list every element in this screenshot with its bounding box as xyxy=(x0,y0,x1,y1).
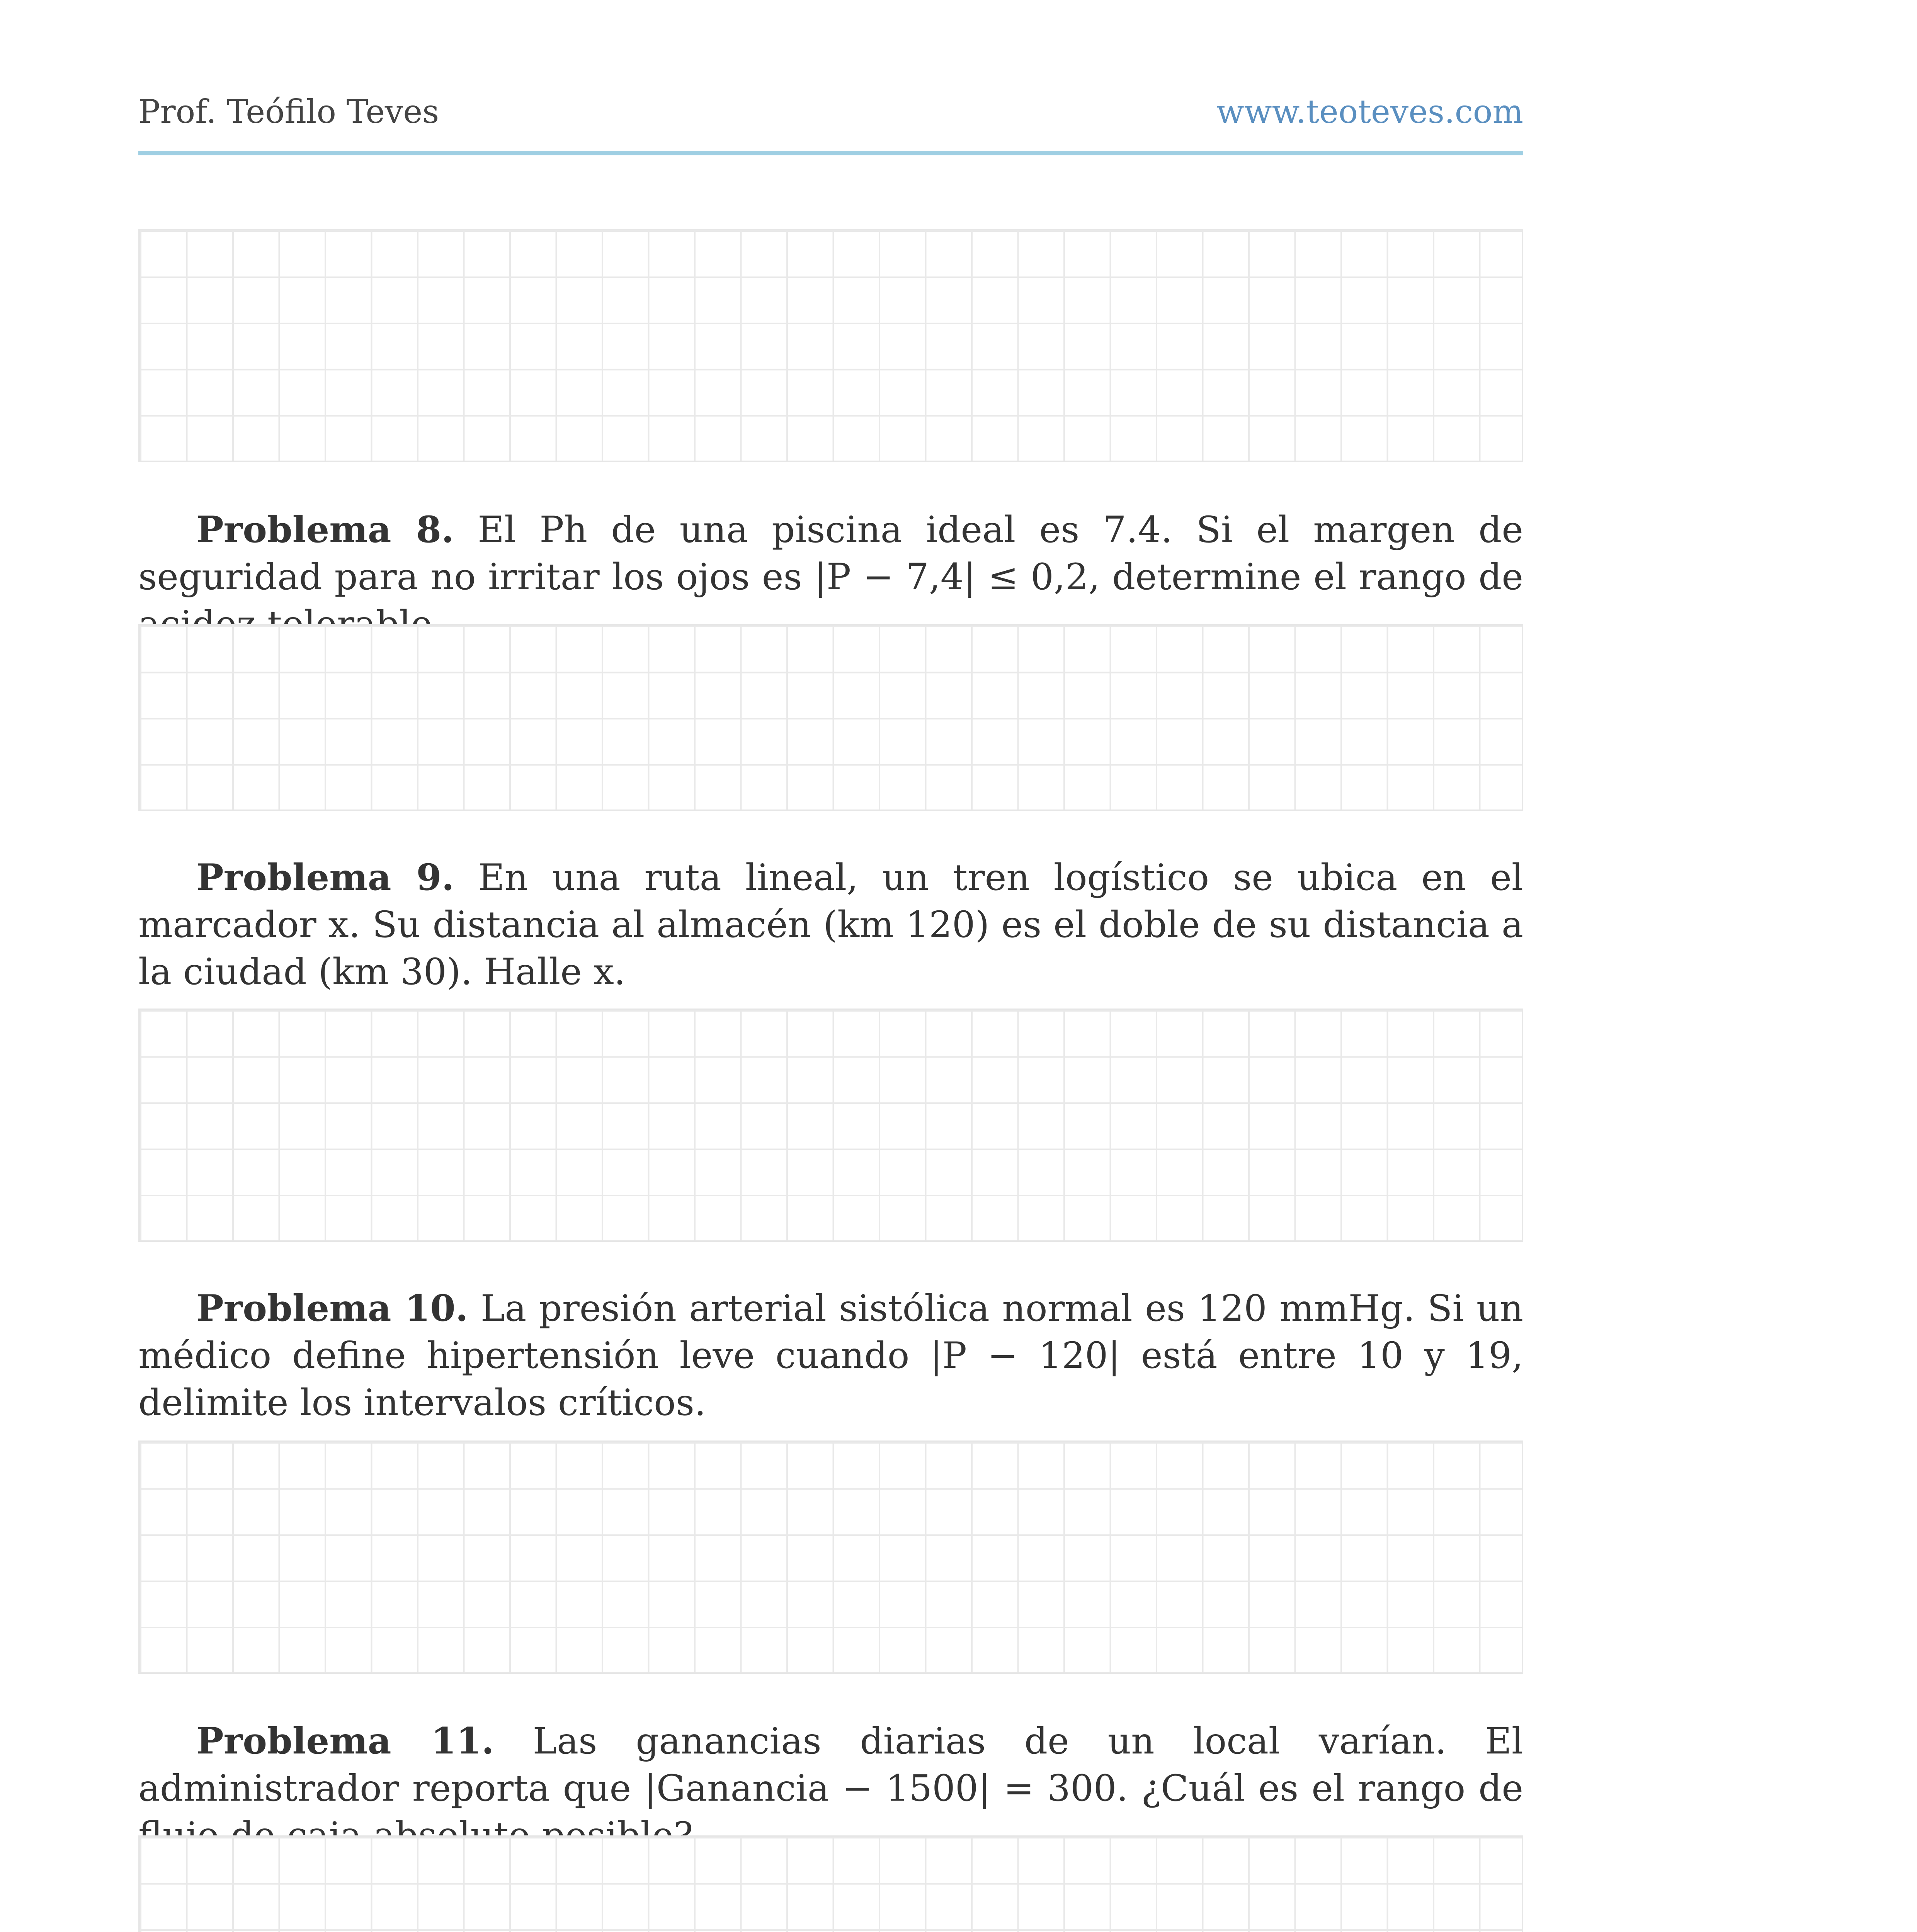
header-divider xyxy=(138,151,1523,155)
answer-grid-10 xyxy=(138,1440,1523,1674)
page-header xyxy=(138,93,1523,131)
problem-text: El Ph de una piscina ideal es 7.4. Si el margen de seguridad para no irritar los ojos es |P − 7,4| ≤ 0,2, determine el rango de xyxy=(138,509,1523,598)
answer-grid-8 xyxy=(138,624,1523,811)
problem-label: Problema 9. xyxy=(196,856,454,899)
problem-label: Problema 10. xyxy=(196,1287,468,1330)
header-website-link[interactable]: www.teoteves.com xyxy=(1216,93,1523,131)
answer-grid-11 xyxy=(138,1835,1523,1932)
problem-text: La presión arterial sistólica normal es 120 mmHg. Si un médico define hipertensión leve cuando |P − 120| está entre 10 y 19, delimite los intervalos críticos. xyxy=(138,1287,1523,1424)
header-author: Prof. Teófilo Teves xyxy=(138,93,439,131)
answer-grid-7 xyxy=(138,229,1523,462)
problem-label: Problema 8. xyxy=(196,509,454,551)
problem-label: Problema 11. xyxy=(196,1720,494,1762)
answer-grid-9 xyxy=(138,1009,1523,1242)
problem-text: En una ruta lineal, un tren logístico se ubica en el marcador x. Su distancia al almacén (km 120) es el doble de su distancia a la ciudad (km 30). Halle x. xyxy=(138,857,1524,993)
problem-10 xyxy=(138,1285,1523,1427)
problem-9 xyxy=(138,854,1523,996)
problem-text: Las ganancias diarias de un local varían. El administrador reporta que |Ganancia − 1500| = 300. ¿Cuál es el rango de xyxy=(138,1720,1523,1810)
